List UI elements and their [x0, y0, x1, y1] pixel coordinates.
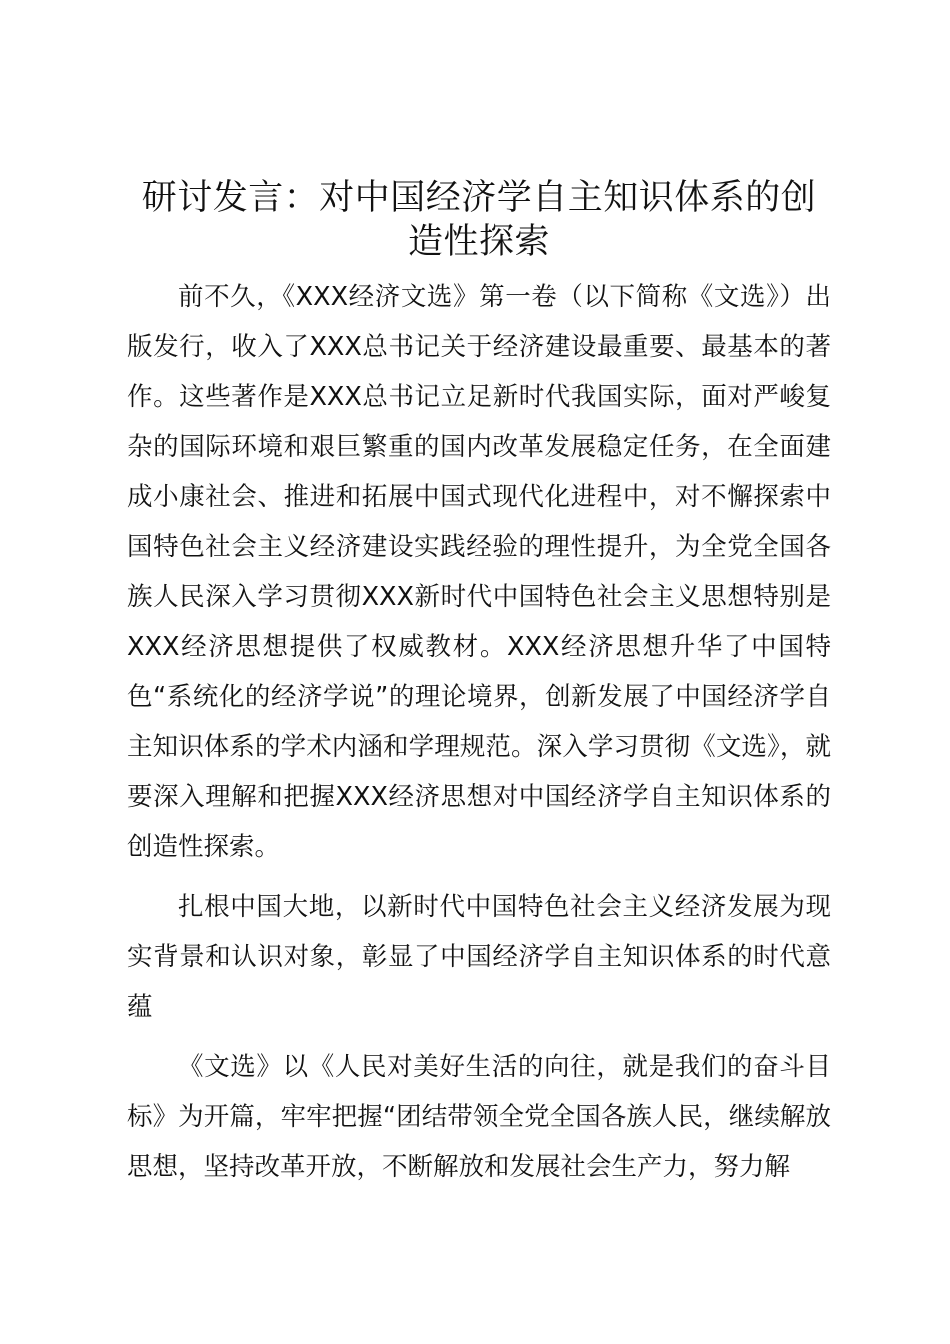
document-title: 研讨发言：对中国经济学自主知识体系的创造性探索	[141, 178, 817, 262]
paragraph-1: 前不久，《XXX经济文选》第一卷（以下简称《文选》）出版发行，收入了XXX总书记关于经济建设最重要、最基本的著作。这些著作是XXX总书记立足新时代我国实际，面对严峻复杂的国际环境和艰巨繁重的国内改革发展稳定任务，在全面建成小康社会、推进和拓展中国式现代化进程中，对不懈探索中国特色社会主义经济建设实践经验的理性提升，为全党全国各族人民深入学习贯彻XXX新时代中国特色社会主义思想特别是XXX经济思想提供了权威教材。XXX经济思想升华了中国特色“系统化的经济学说”的理论境界，创新发展了中国经济学自主知识体系的学术内涵和学理规范。深入学习贯彻《文选》，就要深入理解和把握XXX经济思想对中国经济学自主知识体系的创造性探索。	[127, 282, 831, 862]
paragraph-3: 《文选》以《人民对美好生活的向往，就是我们的奋斗目标》为开篇，牢牢把握“团结带领全党全国各族人民，继续解放思想，坚持改革开放，不断解放和发展社会生产力，努力解	[127, 1052, 831, 1182]
paragraph-2: 扎根中国大地，以新时代中国特色社会主义经济发展为现实背景和认识对象，彰显了中国经济学自主知识体系的时代意蕴	[127, 892, 831, 1022]
document-body	[127, 176, 831, 1192]
